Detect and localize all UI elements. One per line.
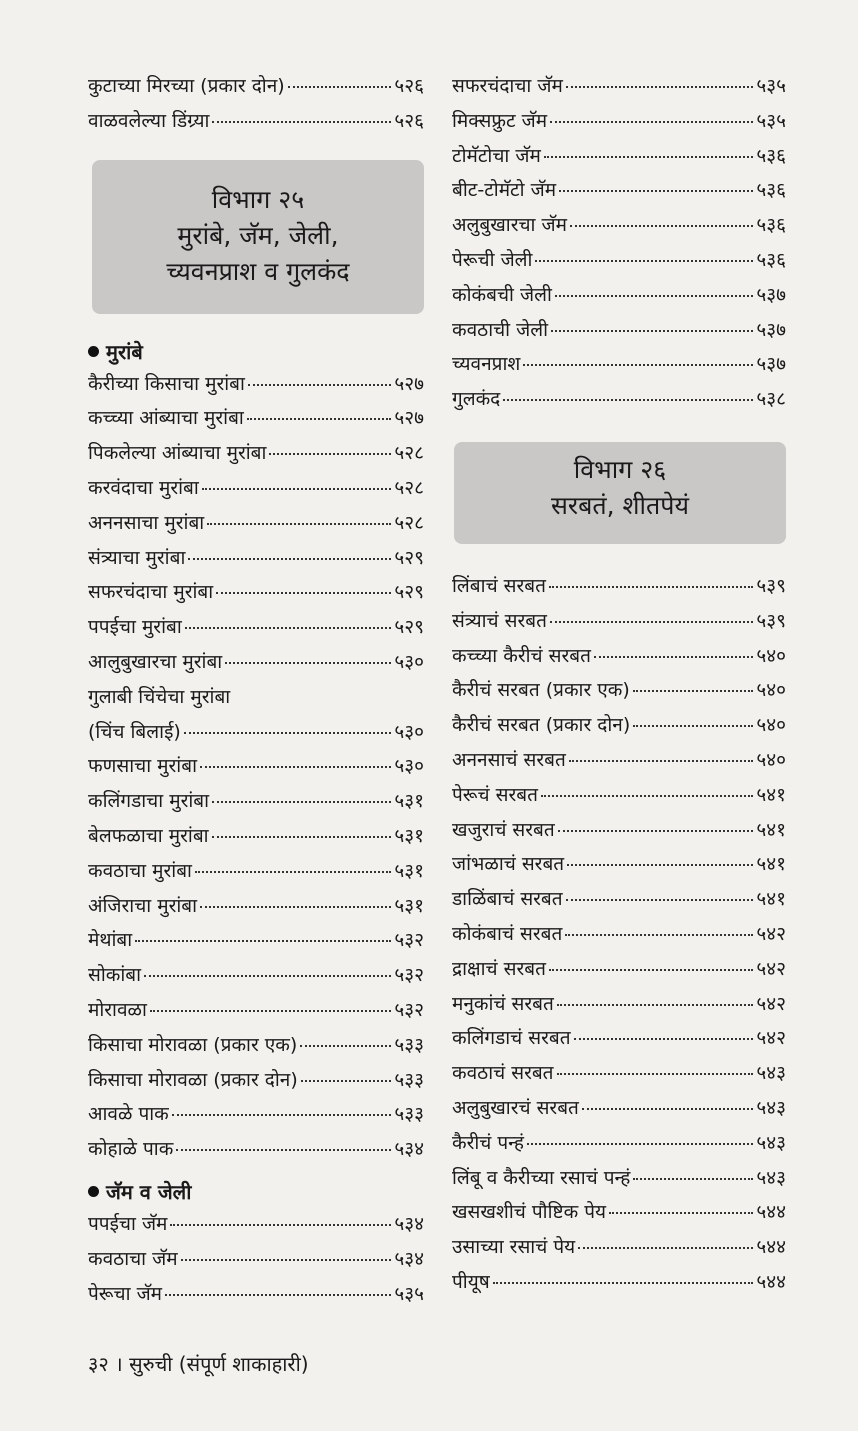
group-heading-murambe: मुरांबे — [88, 334, 424, 370]
entry-title: सफरचंदाचा मुरांबा — [88, 581, 214, 604]
entry-title: गुलकंद — [452, 388, 501, 411]
entry-page-number: ५३० — [394, 755, 424, 778]
entry-page-number: ५३६ — [756, 214, 786, 237]
entry-title: कैरीचं सरबत (प्रकार एक) — [452, 679, 630, 702]
right-top-entries — [452, 72, 786, 420]
dot-leader — [559, 190, 753, 192]
entry-page-number: ५३७ — [756, 318, 786, 341]
entry-page-number: ५३७ — [756, 283, 786, 306]
entry-title: पिकलेल्या आंब्याचा मुरांबा — [88, 442, 267, 465]
entry-title: जांभळाचं सरबत — [452, 853, 565, 876]
dot-leader — [247, 418, 392, 420]
toc-entry — [88, 107, 424, 142]
toc-entry — [452, 746, 786, 781]
toc-entry — [452, 607, 786, 642]
toc-entry — [452, 1198, 786, 1233]
dot-leader — [185, 627, 392, 629]
dot-leader — [176, 1149, 391, 1151]
entry-page-number: ५२८ — [394, 511, 424, 534]
entry-title: कैरीचं पन्हं — [452, 1131, 524, 1154]
entry-title: पपईचा जॅम — [88, 1212, 168, 1235]
entry-page-number: ५३७ — [756, 353, 786, 376]
entry-page-number: ५४३ — [756, 1096, 786, 1119]
entry-title: कुटाच्या मिरच्या (प्रकार दोन) — [88, 75, 285, 97]
section-box-26 — [454, 442, 786, 544]
entry-page-number: ५३९ — [756, 574, 786, 597]
entry-page-number: ५३५ — [756, 109, 786, 132]
section-title-line1: सरबतं, शीतपेयं — [551, 490, 689, 520]
entry-page-number: ५२९ — [394, 546, 424, 569]
toc-entry — [88, 1100, 424, 1135]
entry-title: खजुराचं सरबत — [452, 818, 555, 841]
entry-title: लिंबू व कैरीच्या रसाचं पन्हं — [452, 1166, 631, 1189]
dot-leader — [288, 86, 392, 88]
entry-title: कलिंगडाचं सरबत — [452, 1027, 571, 1050]
entry-page-number: ५३३ — [394, 1068, 424, 1091]
dot-leader — [200, 906, 391, 908]
dot-leader — [269, 453, 391, 455]
entry-title: कच्च्या आंब्याचा मुरांबा — [88, 407, 244, 430]
dot-leader — [633, 1178, 753, 1180]
toc-entry — [452, 990, 786, 1025]
entry-title: वाळवलेल्या डिंग्र्या — [88, 109, 210, 132]
toc-entry — [452, 350, 786, 385]
section-title-line1: मुरांबे, जॅम, जेली, — [177, 220, 339, 250]
entry-page-number: ५३० — [394, 650, 424, 673]
dot-leader — [633, 725, 753, 727]
dot-leader — [544, 156, 754, 158]
entry-page-number: ५२७ — [394, 372, 424, 395]
entry-page-number: ५४१ — [756, 888, 786, 911]
entry-title: आलुबुखारचा मुरांबा — [88, 650, 223, 673]
entry-title: पीयूष — [452, 1270, 490, 1293]
entry-title: अननसाचं सरबत — [452, 748, 566, 771]
entry-page-number: ५३४ — [394, 1138, 424, 1161]
entry-title: सफरचंदाचा जॅम — [452, 75, 563, 97]
entry-title: किसाचा मोरावळा (प्रकार दोन) — [88, 1068, 298, 1091]
dot-leader — [565, 934, 753, 936]
toc-entry — [452, 711, 786, 746]
entry-title: मिक्सफ्रुट जॅम — [452, 109, 548, 132]
dot-leader — [594, 656, 753, 658]
dot-leader — [212, 801, 391, 803]
dot-leader — [527, 1143, 753, 1145]
entry-page-number: ५३९ — [756, 609, 786, 632]
bullet-icon — [88, 346, 99, 357]
entry-title: कैरीच्या किसाचा मुरांबा — [88, 372, 245, 395]
entry-title: कवठाचं सरबत — [452, 1062, 554, 1085]
page-footer: ३२ । सुरुची (संपूर्ण शाकाहारी) — [88, 1352, 309, 1376]
dot-leader — [609, 1212, 753, 1214]
dot-leader — [535, 260, 753, 262]
entry-page-number: ५४१ — [756, 783, 786, 806]
entry-page-number: ५३२ — [394, 929, 424, 952]
dot-leader — [555, 295, 753, 297]
dot-leader — [549, 969, 753, 971]
dot-leader — [248, 384, 391, 386]
entry-page-number: ५३३ — [394, 1103, 424, 1126]
entry-page-number: ५३५ — [394, 1282, 424, 1305]
toc-entry — [452, 1164, 786, 1199]
dot-leader — [170, 1224, 391, 1226]
entry-page-number: ५४० — [756, 714, 786, 737]
toc-entry — [88, 1210, 424, 1245]
toc-entry — [88, 370, 424, 405]
toc-entry — [452, 572, 786, 607]
entry-page-number: ५३२ — [394, 998, 424, 1021]
entry-title: मेथांबा — [88, 929, 133, 952]
toc-entry — [452, 72, 786, 107]
dot-leader — [541, 795, 753, 797]
toc-entry — [88, 1135, 424, 1170]
toc-entry — [452, 642, 786, 677]
bullet-icon — [88, 1186, 99, 1197]
entry-page-number: ५३१ — [394, 894, 424, 917]
entry-title: पेरूचा जॅम — [88, 1282, 163, 1305]
entry-page-number: ५३८ — [756, 388, 786, 411]
dot-leader — [569, 760, 754, 762]
entry-page-number: ५३१ — [394, 824, 424, 847]
dot-leader — [549, 586, 753, 588]
entry-title: कैरीचं सरबत (प्रकार दोन) — [452, 714, 631, 737]
dot-leader — [195, 871, 391, 873]
toc-entry — [88, 892, 424, 927]
entry-page-number: ५४४ — [756, 1236, 786, 1259]
dot-leader — [212, 836, 392, 838]
dot-leader — [135, 940, 391, 942]
toc-entry — [452, 781, 786, 816]
toc-entry — [452, 1129, 786, 1164]
entry-title: खसखशीचं पौष्टिक पेय — [452, 1201, 607, 1224]
toc-entry — [452, 676, 786, 711]
entry-page-number: ५३६ — [756, 144, 786, 167]
toc-entry — [88, 474, 424, 509]
toc-entry — [88, 404, 424, 439]
entry-title: मोरावळा — [88, 998, 147, 1021]
entry-page-number: ५४२ — [756, 922, 786, 945]
toc-entry — [88, 926, 424, 961]
entry-title: डाळिंबाचं सरबत — [452, 888, 563, 911]
dot-leader — [551, 330, 753, 332]
entry-page-number: ५२९ — [394, 616, 424, 639]
entry-title: टोमॅटोचा जॅम — [452, 144, 541, 167]
dot-leader — [567, 864, 753, 866]
entry-title: कवठाचा जॅम — [88, 1247, 178, 1270]
group-murambe-entries — [88, 370, 424, 1170]
toc-entry — [88, 996, 424, 1031]
dot-leader — [503, 399, 753, 401]
entry-page-number: ५४१ — [756, 853, 786, 876]
entry-page-number: ५२८ — [394, 442, 424, 465]
entry-page-number: ५२८ — [394, 476, 424, 499]
dot-leader — [558, 830, 754, 832]
entry-page-number: ५४१ — [756, 818, 786, 841]
dot-leader — [207, 523, 391, 525]
dot-leader — [188, 558, 391, 560]
dot-leader — [181, 1259, 392, 1261]
toc-entry — [452, 885, 786, 920]
section-title-line2: च्यवनप्राश व गुलकंद — [166, 256, 350, 286]
entry-page-number: ५४२ — [756, 992, 786, 1015]
dot-leader — [212, 121, 391, 123]
entry-title: द्राक्षाचं सरबत — [452, 957, 546, 980]
entry-title: बीट-टोमॅटो जॅम — [452, 179, 557, 202]
entry-title: उसाच्या रसाचं पेय — [452, 1236, 576, 1259]
entry-title: बेलफळाचा मुरांबा — [88, 824, 209, 847]
entry-title: मनुकांचं सरबत — [452, 992, 554, 1015]
entry-title: कलिंगडाचा मुरांबा — [88, 790, 210, 813]
entry-page-number: ५४३ — [756, 1062, 786, 1085]
dot-leader — [570, 225, 753, 227]
toc-entry — [88, 648, 424, 683]
entry-page-number: ५२७ — [394, 407, 424, 430]
entry-page-number: ५३० — [394, 720, 424, 743]
section-number: विभाग २६ — [573, 454, 667, 484]
toc-entry — [88, 509, 424, 544]
toc-entry — [88, 544, 424, 579]
toc-entry — [452, 955, 786, 990]
dot-leader — [557, 1073, 754, 1075]
toc-entry — [88, 1031, 424, 1066]
entry-page-number: ५३४ — [394, 1212, 424, 1235]
dot-leader — [582, 1108, 753, 1110]
entry-title: (चिंच बिलाई) — [88, 720, 181, 743]
right-section-entries — [452, 572, 786, 1303]
dot-leader — [523, 364, 753, 366]
dot-leader — [202, 488, 392, 490]
entry-page-number: ५२६ — [394, 109, 424, 132]
entry-page-number: ५३१ — [394, 859, 424, 882]
toc-entry — [452, 1233, 786, 1268]
toc-entry — [452, 816, 786, 851]
dot-leader — [566, 86, 754, 88]
dot-leader — [225, 662, 391, 664]
entry-page-number: ५३१ — [394, 790, 424, 813]
dot-leader — [184, 732, 392, 734]
toc-entry — [452, 142, 786, 177]
toc-entry — [88, 787, 424, 822]
entry-title: कच्च्या कैरीचं सरबत — [452, 644, 591, 667]
entry-page-number: ५३५ — [756, 75, 786, 97]
section-box-25 — [92, 160, 424, 314]
toc-entry — [88, 439, 424, 474]
toc-entry — [88, 613, 424, 648]
dot-leader — [633, 690, 754, 692]
entry-title: कवठाची जेली — [452, 318, 549, 341]
entry-title: अलुबुखारचा जॅम — [452, 214, 567, 237]
toc-entry — [88, 718, 424, 753]
entry-page-number: ५२६ — [394, 75, 424, 97]
entry-title: पेरूची जेली — [452, 248, 533, 271]
toc-entry — [88, 1280, 424, 1315]
group-jam-entries — [88, 1210, 424, 1314]
toc-entry — [88, 752, 424, 787]
section-number: विभाग २५ — [211, 184, 305, 214]
entry-page-number: ५४३ — [756, 1166, 786, 1189]
toc-entry — [88, 1066, 424, 1101]
entry-page-number: ५२९ — [394, 581, 424, 604]
entry-page-number: ५४४ — [756, 1270, 786, 1293]
toc-entry — [88, 857, 424, 892]
toc-entry — [452, 246, 786, 281]
entry-title: अलुबुखारचं सरबत — [452, 1096, 579, 1119]
dot-leader — [150, 1010, 391, 1012]
entry-page-number: ५४४ — [756, 1201, 786, 1224]
toc-entry — [88, 822, 424, 857]
dot-leader — [301, 1080, 392, 1082]
dot-leader — [550, 121, 753, 123]
toc-entry — [452, 176, 786, 211]
toc-entry — [88, 578, 424, 613]
group-heading-jam: जॅम व जेली — [88, 1174, 424, 1210]
dot-leader — [165, 1294, 391, 1296]
entry-page-number: ५४२ — [756, 957, 786, 980]
dot-leader — [550, 621, 753, 623]
dot-leader — [172, 1114, 392, 1116]
entry-title: करवंदाचा मुरांबा — [88, 476, 199, 499]
toc-entry — [452, 281, 786, 316]
left-column — [88, 72, 424, 1314]
entry-page-number: ५३२ — [394, 964, 424, 987]
entry-page-number: ५४० — [756, 748, 786, 771]
dot-leader — [578, 1247, 753, 1249]
entry-title: फणसाचा मुरांबा — [88, 755, 198, 778]
toc-entry — [452, 850, 786, 885]
toc-entry — [452, 316, 786, 351]
dot-leader — [566, 899, 754, 901]
entry-title: आवळे पाक — [88, 1103, 169, 1126]
entry-title: किसाचा मोरावळा (प्रकार एक) — [88, 1033, 298, 1056]
entry-title: लिंबाचं सरबत — [452, 574, 546, 597]
dot-leader — [144, 975, 391, 977]
entry-title: अंजिराचा मुरांबा — [88, 894, 198, 917]
entry-title: अननसाचा मुरांबा — [88, 511, 205, 534]
dot-leader — [574, 1038, 754, 1040]
entry-title: सोकांबा — [88, 964, 142, 987]
entry-page-number: ५३४ — [394, 1247, 424, 1270]
dot-leader — [216, 592, 391, 594]
entry-title: पपईचा मुरांबा — [88, 616, 182, 639]
toc-entry — [452, 1094, 786, 1129]
toc-entry — [452, 385, 786, 420]
entry-page-number: ५४० — [756, 679, 786, 702]
dot-leader — [300, 1045, 391, 1047]
toc-entry — [452, 211, 786, 246]
toc-entry — [452, 1059, 786, 1094]
left-top-entries — [88, 72, 424, 142]
entry-title: च्यवनप्राश — [452, 353, 521, 376]
entry-page-number: ५३३ — [394, 1033, 424, 1056]
dot-leader — [557, 1004, 754, 1006]
entry-title: कवठाचा मुरांबा — [88, 859, 192, 882]
entry-title: कोहाळे पाक — [88, 1138, 174, 1161]
entry-title: पेरूचं सरबत — [452, 783, 538, 806]
toc-entry — [88, 961, 424, 996]
entry-page-number: ५४३ — [756, 1131, 786, 1154]
entry-page-number: ५४२ — [756, 1027, 786, 1050]
dot-leader — [200, 766, 391, 768]
entry-page-number: ५४० — [756, 644, 786, 667]
entry-title: कोकंबाचं सरबत — [452, 922, 563, 945]
entry-title: संत्र्याचं सरबत — [452, 609, 547, 632]
dot-leader — [493, 1282, 754, 1284]
entry-title: संत्र्याचा मुरांबा — [88, 546, 186, 569]
entry-title: कोकंबची जेली — [452, 283, 552, 306]
entry-title: गुलाबी चिंचेचा मुरांबा — [88, 685, 231, 708]
toc-entry — [452, 107, 786, 142]
toc-entry — [452, 920, 786, 955]
toc-entry — [452, 1268, 786, 1303]
right-column — [452, 72, 786, 1303]
toc-entry — [88, 683, 424, 718]
toc-entry — [88, 72, 424, 107]
toc-entry — [452, 1024, 786, 1059]
toc-entry — [88, 1245, 424, 1280]
entry-page-number: ५३६ — [756, 248, 786, 271]
entry-page-number: ५३६ — [756, 179, 786, 202]
